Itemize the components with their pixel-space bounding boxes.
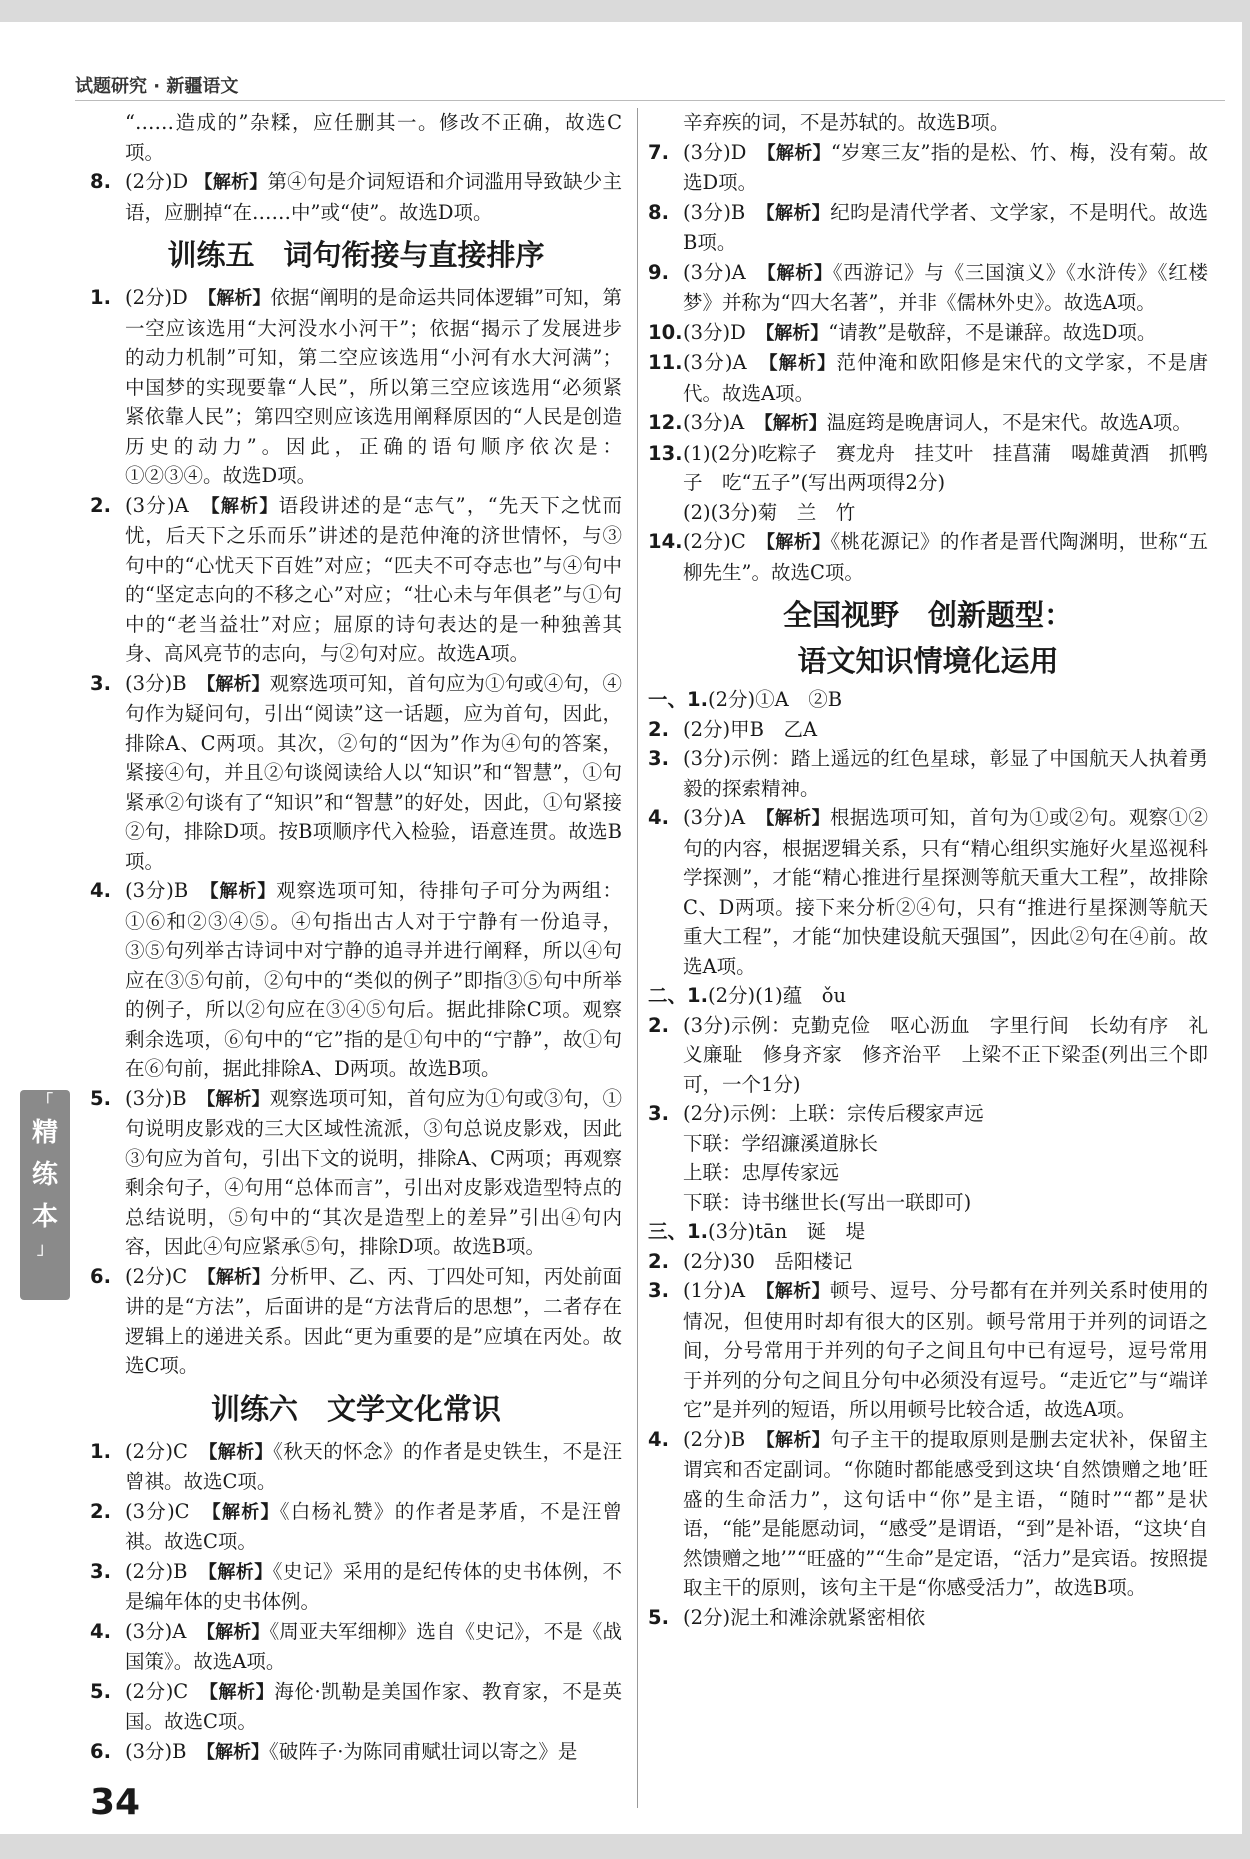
right-border (1242, 0, 1250, 1859)
header-divider (75, 100, 1225, 101)
section-title-national: 全国视野 创新题型： (782, 598, 1073, 632)
answer-item: 5. (2分)C 【解析】海伦·凯勒是美国作家、教育家，不是英国。故选C项。 (90, 1679, 622, 1733)
answer-item: 9. (3分)A 【解析】《西游记》与《三国演义》《水浒传》《红楼梦》并称为“四大名著”，并非《儒林外史》。故选A项。 (648, 260, 1208, 314)
answer-item: 3. (2分)示例：上联：宗传后稷家声远 下联：学绍濂溪道脉长 上联：忠厚传家远 下联：诗书继世长(写出一联即可) (648, 1102, 984, 1214)
top-border (0, 0, 1250, 22)
answer-item: 1. (2分)C 【解析】《秋天的怀念》的作者是史铁生，不是汪曾祺。故选C项。 (90, 1439, 622, 1493)
answer-item: 7. (3分)D 【解析】“岁寒三友”指的是松、竹、梅，没有菊。故选D项。 (648, 140, 1208, 194)
answer-item: 3. (2分)B 【解析】《史记》采用的是纪传体的史书体例，不是编年体的史书体例。 (90, 1559, 623, 1613)
answer-item: 11. (3分)A 【解析】范仲淹和欧阳修是宋代的文学家，不是唐代。故选A项。 (648, 351, 1208, 405)
left-column (90, 108, 622, 1767)
answer-item: 12. (3分)A 【解析】温庭筠是晚唐词人，不是宋代。故选A项。 (648, 411, 1192, 434)
page-number: 34 (90, 1782, 141, 1823)
answer-item: 2. (2分)甲B 乙A (648, 717, 818, 741)
answer-item: 13. (1)(2分)吃粽子 赛龙舟 挂艾叶 挂菖蒲 喝雄黄酒 抓鸭子 吃“五子”(写出两项得2分) (2)(3分)菊 兰 竹 (648, 441, 1208, 524)
bottom-border (0, 1834, 1250, 1859)
answer-item: 2. (2分)30 岳阳楼记 (648, 1249, 853, 1273)
answer-item: 6. (2分)C 【解析】分析甲、乙、丙、丁四处可知，丙处前面讲的是“方法”，后面讲的是“方法背后的思想”，二者存在逻辑上的递进关系。因此“更为重要的是”应填在丙处。故选C项。 (90, 1264, 622, 1377)
continued-answer: “……造成的”杂糅，应任删其一。修改不正确，故选C项。 (125, 111, 622, 164)
answer-item: 8. (2分)D 【解析】第④句是介词短语和介词滥用导致缺少主语，应删掉“在……中”或“使”。故选D项。 (90, 170, 623, 224)
answer-item: 4. (2分)B 【解析】句子主干的提取原则是删去定状补，保留主谓宾和否定副词。“你随时都能感受到这块‘自然馈赠之地’旺盛的生命活力”，这句话中“你”是主语，“随时”“都”是状语，“能”是能愿动词，“感受”是谓语，“到”是补语，“这块‘自然馈赠之地’”“旺盛的”“生命”是定语，“活力”是宾语。按照提取主干的原则，该句主干是“你感受活力”，故选B项。 (648, 1427, 1208, 1599)
answer-item: 3. (3分)B 【解析】观察选项可知，首句应为①句或④句，④句作为疑问句，引出“阅读”这一话题，应为首句，因此，排除A、C两项。其次，②句的“因为”作为④句的答案，紧接④句，并且②句谈阅读给人以“知识”和“智慧”，①句紧承②句谈有了“知识”和“智慧”的好处，因此，①句紧接②句，排除D项。按B项顺序代入检验，语意连贯。故选B项。 (90, 671, 622, 873)
section-title-6: 训练六 文学文化常识 (210, 1391, 501, 1426)
answer-item: 4. (3分)A 【解析】《周亚夫军细柳》选自《史记》，不是《战国策》。故选A项。 (90, 1619, 622, 1673)
right-column (648, 108, 1208, 1632)
answer-item: 3. (1分)A 【解析】顿号、逗号、分号都有在并列关系时使用的情况，但使用时却有很大的区别。顿号常用于并列的词语之间，分号常用于并列的句子之间且句中已有逗号，逗号常用于并列的分句之间且分句中必须没有逗号。“走近它”与“端详它”是并列的短语，所以用顿号比较合适，故选A项。 (648, 1279, 1208, 1421)
answer-item: 4. (3分)B 【解析】观察选项可知，待排句子可分为两组：①⑥和②③④⑤。④句指出古人对于宁静有一份追寻，③⑤句列举古诗词中对宁静的追寻并进行阐释，所以④句应在③⑤句前，②句中的“类似的例子”即指③⑤句中所举的例子，所以②句应在③④⑤句后。据此排除C项。观察剩余选项，⑥句中的“它”指的是①句中的“宁静”，故①句在⑥句前，据此排除A、D两项。故选B项。 (90, 879, 622, 1080)
side-tab-jinglianben: 「 精 练 本 」 (20, 1090, 70, 1300)
section-title-5: 训练五 词句衔接与直接排序 (167, 238, 545, 272)
answer-item: 2. (3分)A 【解析】语段讲述的是“志气”，“先天下之忧而忧，后天下之乐而乐”讲述的是范仲淹的济世情怀，与③句中的“心忧天下百姓”对应；“匹夫不可夺志也”与④句中的“坚定志向的不移之心”对应；“壮心未与年俱老”与①句中的“老当益壮”对应；屈原的诗句表达的是一种独善其身、高风亮节的志向，与②句对应。故选A项。 (90, 493, 622, 665)
answer-item: 2. (3分)示例：克勤克俭 呕心沥血 字里行间 长幼有序 礼义廉耻 修身齐家 修齐治平 上梁不正下梁歪(列出三个即可，一个1分) (648, 1013, 1208, 1096)
section-title-context: 语文知识情境化运用 (797, 644, 1059, 678)
answer-item: 三、1.(3分)tān 诞 堤 (648, 1220, 866, 1243)
answer-item: 一、1.(2分)①A ②B (648, 688, 843, 711)
answer-item: 5. (2分)泥土和滩涂就紧密相依 (648, 1605, 926, 1629)
continued-answer: 辛弃疾的词，不是苏轼的。故选B项。 (683, 111, 1010, 134)
answer-item: 1. (2分)D 【解析】依据“阐明的是命运共同体逻辑”可知，第一空应该选用“大河没水小河干”；依据“揭示了发展进步的动力机制”可知，第二空应该选用“小河有水大河满”；中国梦的实现要靠“人民”，所以第三空应该选用“必须紧紧依靠人民”；第四空则应该选用阐释原因的“人民是创造历史的动力”。因此，正确的语句顺序依次是：①②③④。故选D项。 (90, 286, 622, 487)
column-divider (637, 108, 638, 1808)
answer-item: 8. (3分)B 【解析】纪昀是清代学者、文学家，不是明代。故选B项。 (648, 200, 1208, 254)
answer-item: 3. (3分)示例：踏上遥远的红色星球，彰显了中国航天人执着勇毅的探索精神。 (648, 747, 1208, 800)
answer-item: 4. (3分)A 【解析】根据选项可知，首句为①或②句。观察①②句的内容，根据逻辑关系，只有“精心组织实施好火星巡视科学探测”，才能“精心推进行星探测等航天重大工程”，故排除C、D两项。接下来分析②④句，只有“推进行星探测等航天重大工程”，才能“加快建设航天强国”，因此②句在④前。故选A项。 (648, 806, 1208, 978)
answer-item: 5. (3分)B 【解析】观察选项可知，首句应为①句或③句，①句说明皮影戏的三大区域性流派，③句总说皮影戏，因此③句应为首句，引出下文的说明，排除A、C两项；再观察剩余句子，④句用“总体而言”，引出对皮影戏造型特点的总结说明，⑤句中的“其次是造型上的差异”引出④句内容，因此④句应紧承⑤句，排除D项。故选B项。 (90, 1086, 623, 1258)
answer-item: 2. (3分)C 【解析】《白杨礼赞》的作者是茅盾，不是汪曾祺。故选C项。 (90, 1499, 622, 1553)
answer-item: 二、1.(2分)(1)蕴 ǒu (648, 984, 847, 1007)
answer-item: 14. (2分)C 【解析】《桃花源记》的作者是晋代陶渊明，世称“五柳先生”。故选C项。 (648, 530, 1208, 584)
answer-item: 6. (3分)B 【解析】《破阵子·为陈同甫赋壮词以寄之》是 (90, 1739, 578, 1763)
running-header: 试题研究 · 新疆语文 (75, 76, 239, 97)
answer-item: 10. (3分)D 【解析】“请教”是敬辞，不是谦辞。故选D项。 (648, 320, 1157, 344)
